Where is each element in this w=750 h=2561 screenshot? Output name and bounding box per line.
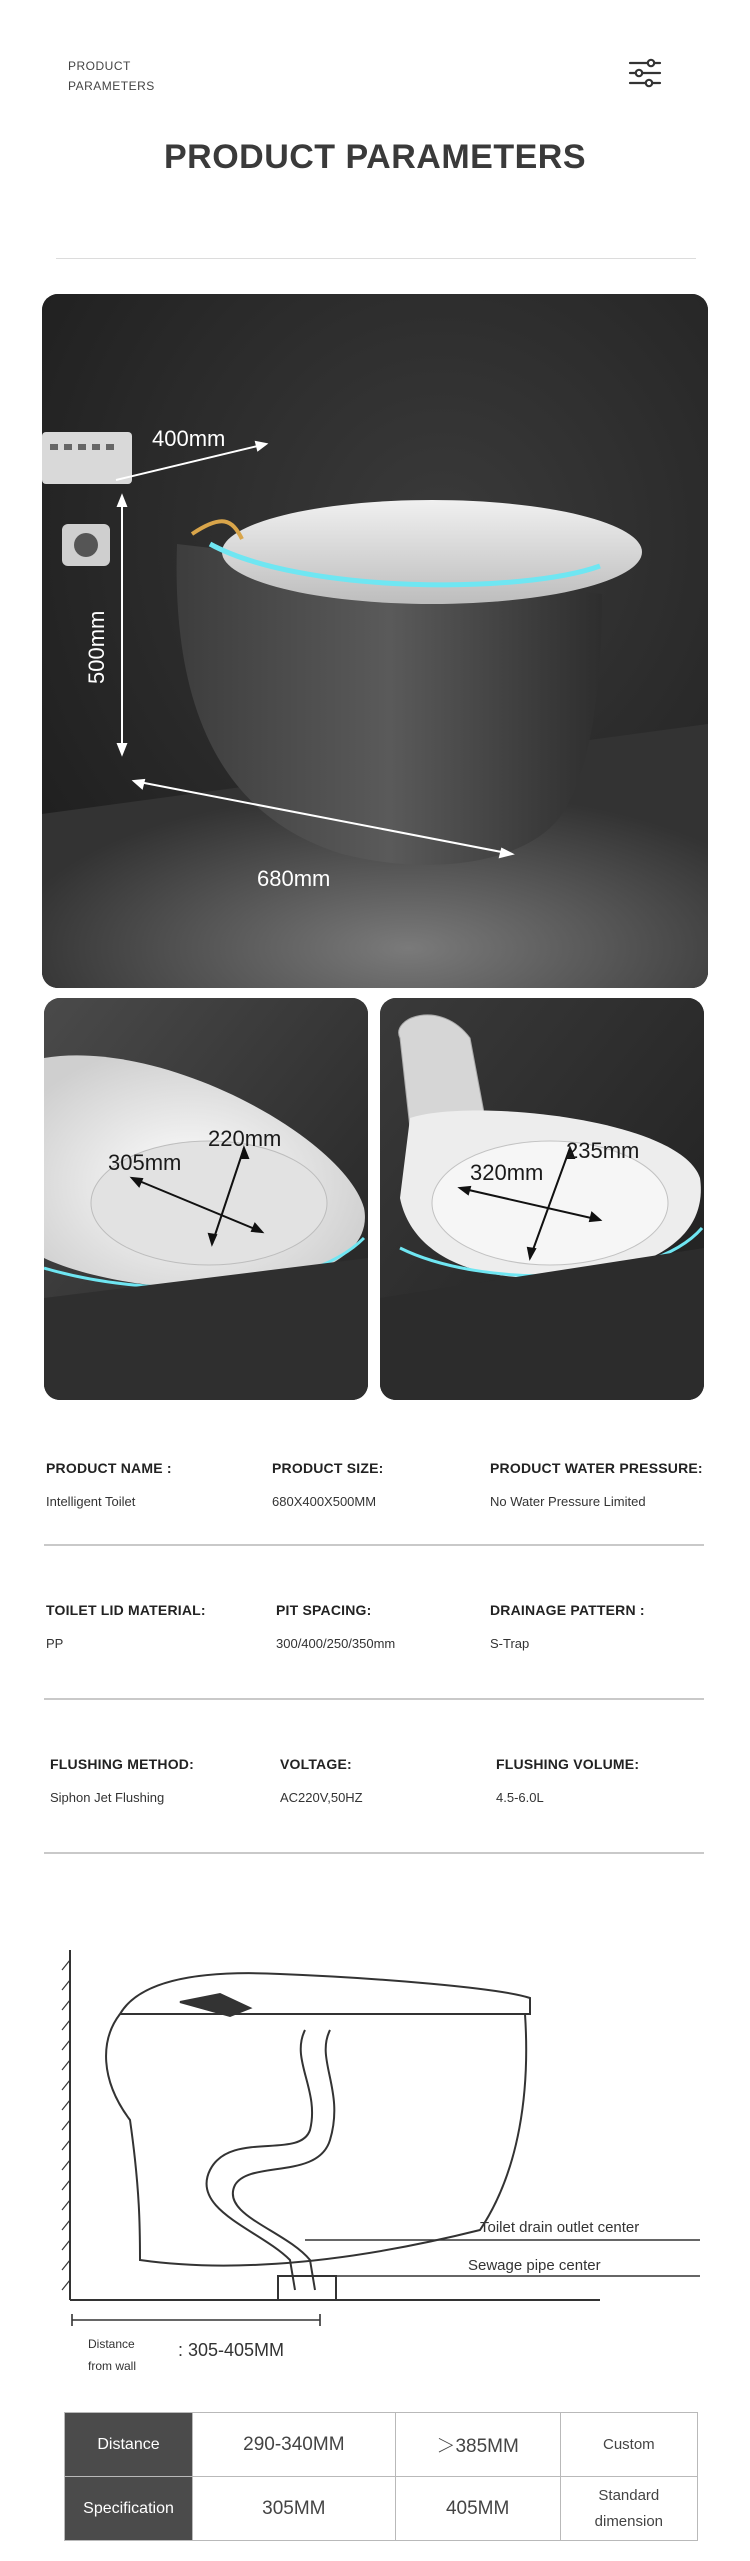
param-product-name: [46, 1460, 172, 1509]
param-divider: [44, 1852, 704, 1854]
distance-from-wall-value: : 305-405MM: [178, 2340, 285, 2360]
param-pit-spacing: [276, 1602, 395, 1651]
param-label: TOILET LID MATERIAL:: [46, 1602, 206, 1618]
distance-from-wall-label-line2: from wall: [88, 2359, 137, 2373]
param-label: FLUSHING VOLUME:: [496, 1756, 640, 1772]
table-cell-line2: dimension: [594, 2512, 664, 2530]
param-value: S-Trap: [490, 1636, 530, 1651]
param-value: Siphon Jet Flushing: [50, 1790, 165, 1805]
param-water-pressure: [490, 1460, 703, 1509]
height-dimension-label: 500mm: [84, 610, 109, 684]
sliders-icon[interactable]: [628, 58, 662, 88]
param-label: PRODUCT WATER PRESSURE:: [490, 1460, 703, 1476]
header-caption: [68, 56, 155, 96]
table-head-specification: Specification: [65, 2477, 193, 2541]
table-cell: [560, 2477, 697, 2541]
width-dimension-label: 400mm: [152, 426, 226, 451]
bowl-photo-left: [44, 998, 368, 1400]
param-label: PRODUCT NAME :: [46, 1460, 172, 1476]
bowl-right-width-label: 235mm: [566, 1138, 640, 1163]
length-dimension-label: 680mm: [257, 866, 331, 891]
param-product-size: [272, 1460, 384, 1509]
bowl-left-length-label: 305mm: [108, 1150, 182, 1175]
param-label: DRAINAGE PATTERN :: [490, 1602, 645, 1618]
table-cell: 405MM: [395, 2477, 560, 2541]
param-value: PP: [46, 1636, 64, 1651]
bowl-photo-right: [380, 998, 704, 1400]
table-cell-line1: Standard: [598, 2486, 660, 2504]
param-value: Intelligent Toilet: [46, 1494, 136, 1509]
table-cell: 290-340MM: [193, 2413, 396, 2477]
param-label: PRODUCT SIZE:: [272, 1460, 384, 1476]
param-flushing-volume: [496, 1756, 639, 1805]
table-row: [65, 2413, 698, 2477]
param-label: VOLTAGE:: [280, 1756, 352, 1772]
main-product-photo: [42, 294, 708, 988]
table-cell: Custom: [560, 2413, 697, 2477]
table-cell: 305MM: [193, 2477, 396, 2541]
param-value: 4.5-6.0L: [496, 1790, 544, 1805]
param-label: FLUSHING METHOD:: [50, 1756, 194, 1772]
distance-from-wall-label-line1: Distance: [88, 2337, 135, 2351]
sewage-pipe-label: Sewage pipe center: [468, 2257, 601, 2274]
param-value: AC220V,50HZ: [280, 1790, 363, 1805]
param-value: No Water Pressure Limited: [490, 1494, 646, 1509]
header-caption-line1: PRODUCT: [68, 59, 131, 73]
drain-outlet-label: Toilet drain outlet center: [480, 2219, 640, 2236]
param-divider: [44, 1698, 704, 1700]
spec-table: [64, 2412, 698, 2541]
bowl-right-length-label: 320mm: [470, 1160, 544, 1185]
param-value: 300/400/250/350mm: [276, 1636, 396, 1651]
param-divider: [44, 1544, 704, 1546]
param-voltage: [280, 1756, 363, 1805]
table-row: [65, 2477, 698, 2541]
table-cell: ＞385MM: [395, 2413, 560, 2477]
page-title: PRODUCT PARAMETERS: [163, 138, 587, 176]
product-parameters: [44, 1460, 704, 1860]
param-flushing-method: [50, 1756, 194, 1805]
param-value: 680X400X500MM: [272, 1494, 377, 1509]
param-lid-material: [46, 1602, 206, 1651]
title-divider: [56, 258, 696, 259]
param-drainage-pattern: [490, 1602, 645, 1651]
installation-diagram: [60, 1930, 720, 2390]
bowl-left-width-label: 220mm: [208, 1126, 282, 1151]
header-caption-line2: PARAMETERS: [68, 79, 155, 93]
param-label: PIT SPACING:: [276, 1602, 372, 1618]
table-head-distance: Distance: [65, 2413, 193, 2477]
